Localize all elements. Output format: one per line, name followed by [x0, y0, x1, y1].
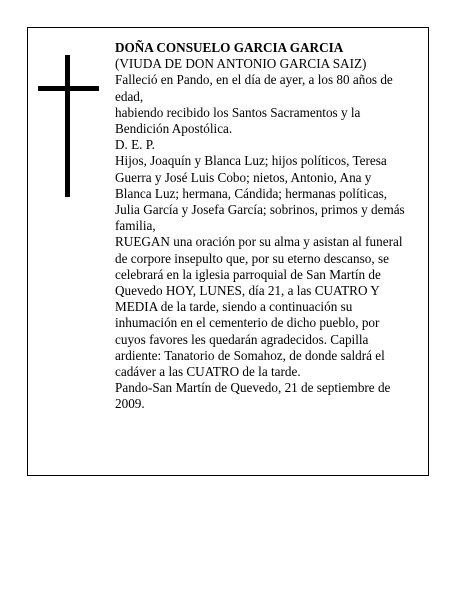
obituary-notice [27, 27, 429, 476]
funeral-details: una oración por su alma y asistan al funeral de corpore insepulto que, por su eterno descanso, se celebrará en la iglesia parroquial de San Martín de Quevedo HOY, LUNES, día 21, a las CUATRO Y MEDIA de la tarde, siendo a continuación su inhumación en el cementerio de dicho pueblo, por cuyos favores les quedarán agradecidos. Capilla ardiente: Tanatorio de Somahoz, de donde saldrá el cadáver a las CUATRO de la tarde. [115, 234, 403, 380]
family-list: Hijos, Joaquín y Blanca Luz; hijos políticos, Teresa Guerra y José Luis Cobo; nietos, Antonio, Ana y Blanca Luz; hermana, Cándida; hermanas políticas, Julia García y Josefa García; sobrinos, primos y demás familia, [115, 153, 405, 234]
widow-of-line: (VIUDA DE DON ANTONIO GARCIA SAIZ) [115, 56, 367, 72]
dep-line: D. E. P. [115, 137, 155, 153]
funeral-request [115, 234, 407, 380]
death-announcement: Falleció en Pando, en el día de ayer, a los 80 años de edad, [115, 72, 393, 104]
cross-vertical-bar [65, 55, 70, 197]
deceased-name: DOÑA CONSUELO GARCIA GARCIA [115, 40, 344, 55]
ruegan-keyword: RUEGAN [115, 234, 170, 250]
place-and-date: Pando-San Martín de Quevedo, 21 de septiembre de 2009. [115, 380, 391, 412]
notice-body [115, 40, 407, 413]
sacraments-line: habiendo recibido los Santos Sacramentos y la Bendición Apostólica. [115, 104, 361, 137]
cross-horizontal-bar [38, 86, 99, 91]
